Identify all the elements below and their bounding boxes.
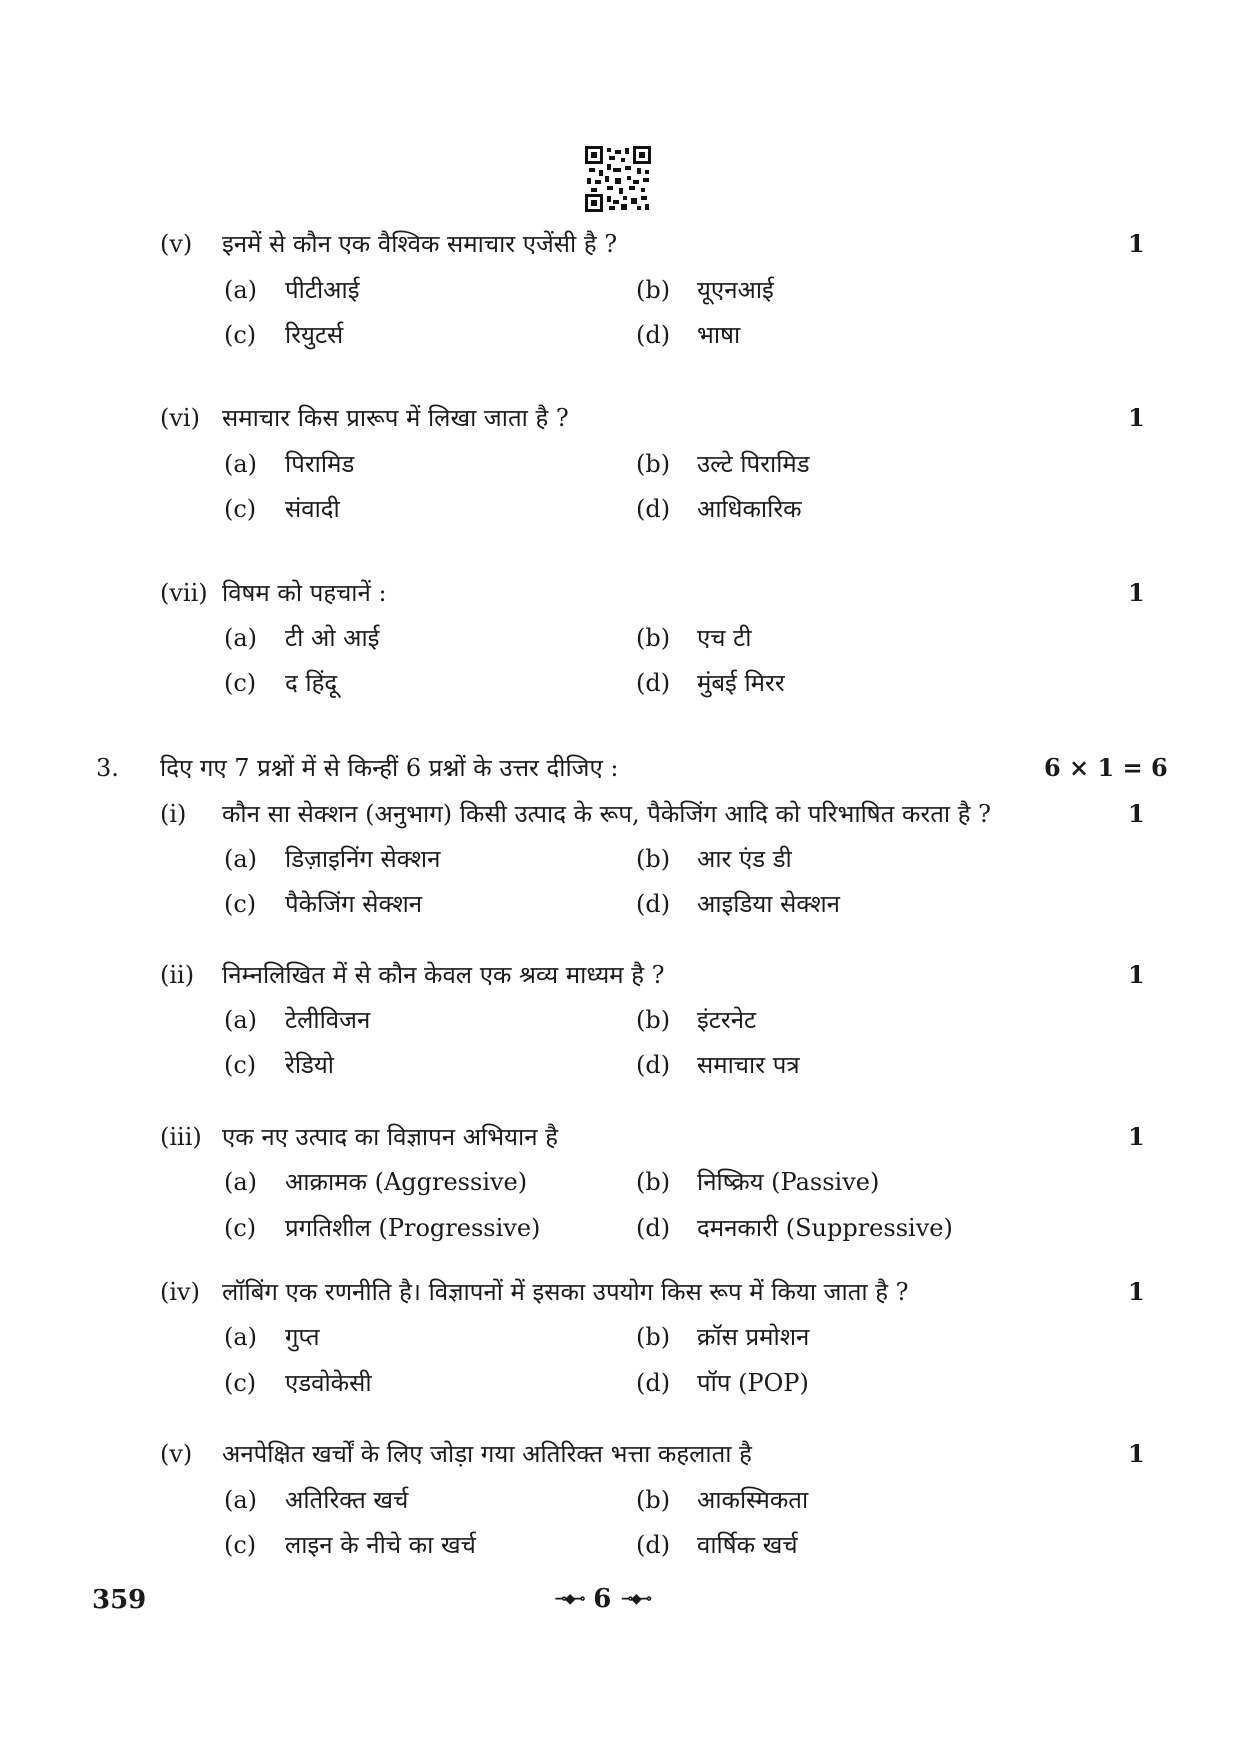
- question-number: (vi): [160, 404, 200, 432]
- page-number-footer: [555, 1584, 650, 1614]
- option-label: (a): [224, 1486, 258, 1514]
- question-marks: 1: [1128, 1277, 1145, 1306]
- option-label: (b): [636, 1006, 671, 1034]
- option-label: (a): [224, 1006, 258, 1034]
- option-text: संवादी: [285, 495, 340, 523]
- section-number: 3.: [96, 754, 119, 782]
- option-label: (a): [224, 1168, 258, 1196]
- option-text: मुंबई मिरर: [697, 669, 785, 697]
- question-text: निम्नलिखित में से कौन केवल एक श्रव्य माध्यम है ?: [222, 961, 665, 989]
- question-text: एक नए उत्पाद का विज्ञापन अभियान है: [222, 1123, 558, 1151]
- option-text: रियुटर्स: [285, 321, 344, 349]
- option-text: दमनकारी (Suppressive): [697, 1214, 953, 1242]
- option-text: अतिरिक्त खर्च: [285, 1486, 409, 1514]
- question-text: इनमें से कौन एक वैश्विक समाचार एजेंसी है ?: [222, 230, 618, 258]
- option-label: (c): [224, 1369, 257, 1397]
- option-text: टी ओ आई: [285, 624, 380, 652]
- option-label: (b): [636, 624, 671, 652]
- option-text: उल्टे पिरामिड: [697, 450, 810, 478]
- question-marks: 1: [1128, 578, 1145, 607]
- question-text: अनपेक्षित खर्चों के लिए जोड़ा गया अतिरिक्त भत्ता कहलाता है: [222, 1440, 752, 1468]
- option-text: प्रगतिशील (Progressive): [285, 1214, 541, 1242]
- option-text: वार्षिक खर्च: [697, 1531, 798, 1559]
- option-label: (d): [636, 1369, 671, 1397]
- option-text: निष्क्रिय (Passive): [697, 1168, 880, 1196]
- option-label: (c): [224, 1214, 257, 1242]
- option-text: द हिंदू: [285, 669, 338, 697]
- paper-code: 359: [92, 1585, 147, 1615]
- option-text: क्रॉस प्रमोशन: [697, 1323, 810, 1351]
- option-label: (c): [224, 669, 257, 697]
- option-text: इंटरनेट: [697, 1006, 757, 1034]
- option-label: (c): [224, 1051, 257, 1079]
- question-text: समाचार किस प्रारूप में लिखा जाता है ?: [222, 404, 569, 432]
- option-text: एडवोकेसी: [285, 1369, 372, 1397]
- question-text: कौन सा सेक्शन (अनुभाग) किसी उत्पाद के रूप, पैकेजिंग आदि को परिभाषित करता है ?: [222, 800, 991, 828]
- question-marks: 1: [1128, 799, 1145, 828]
- option-label: (a): [224, 276, 258, 304]
- option-label: (c): [224, 1531, 257, 1559]
- question-number: (v): [160, 230, 193, 258]
- question-number: (ii): [160, 961, 195, 989]
- option-label: (b): [636, 845, 671, 873]
- option-text: भाषा: [697, 321, 741, 349]
- option-label: (b): [636, 276, 671, 304]
- ornament-right-icon: ⊸◆⊸: [621, 1591, 650, 1607]
- question-number: (iii): [160, 1123, 202, 1151]
- option-label: (c): [224, 321, 257, 349]
- option-text: आइडिया सेक्शन: [697, 890, 840, 918]
- option-text: पिरामिड: [285, 450, 355, 478]
- option-label: (d): [636, 890, 671, 918]
- option-text: एच टी: [697, 624, 752, 652]
- option-text: पॉप (POP): [697, 1369, 809, 1397]
- question-marks: 1: [1128, 1122, 1145, 1151]
- question-marks: 1: [1128, 960, 1145, 989]
- question-marks: 1: [1128, 229, 1145, 258]
- option-label: (d): [636, 669, 671, 697]
- section-instruction: दिए गए 7 प्रश्नों में से किन्हीं 6 प्रश्नों के उत्तर दीजिए :: [160, 754, 619, 782]
- question-number: (i): [160, 800, 187, 828]
- option-label: (b): [636, 450, 671, 478]
- option-label: (d): [636, 321, 671, 349]
- question-number: (iv): [160, 1278, 200, 1306]
- option-text: समाचार पत्र: [697, 1051, 800, 1079]
- question-text: विषम को पहचानें :: [222, 579, 387, 607]
- option-label: (d): [636, 1531, 671, 1559]
- option-text: आर एंड डी: [697, 845, 792, 873]
- option-label: (b): [636, 1323, 671, 1351]
- option-text: लाइन के नीचे का खर्च: [285, 1531, 476, 1559]
- option-text: टेलीविजन: [285, 1006, 371, 1034]
- option-label: (b): [636, 1168, 671, 1196]
- option-label: (a): [224, 624, 258, 652]
- ornament-left-icon: ⊸◆⊸: [555, 1591, 584, 1607]
- option-text: पैकेजिंग सेक्शन: [285, 890, 423, 918]
- question-marks: 1: [1128, 1439, 1145, 1468]
- option-label: (a): [224, 845, 258, 873]
- option-label: (b): [636, 1486, 671, 1514]
- option-text: रेडियो: [285, 1051, 335, 1079]
- question-text: लॉबिंग एक रणनीति है। विज्ञापनों में इसका उपयोग किस रूप में किया जाता है ?: [222, 1278, 909, 1306]
- question-marks: 1: [1128, 403, 1145, 432]
- question-number: (v): [160, 1440, 193, 1468]
- option-text: डिज़ाइनिंग सेक्शन: [285, 845, 441, 873]
- option-text: गुप्त: [285, 1323, 320, 1351]
- option-label: (a): [224, 450, 258, 478]
- option-text: पीटीआई: [285, 276, 360, 304]
- option-text: आकस्मिकता: [697, 1486, 809, 1514]
- qr-code: [585, 146, 651, 212]
- option-label: (c): [224, 495, 257, 523]
- option-label: (a): [224, 1323, 258, 1351]
- question-number: (vii): [160, 579, 208, 607]
- option-label: (d): [636, 1214, 671, 1242]
- option-text: यूएनआई: [697, 276, 774, 304]
- option-label: (c): [224, 890, 257, 918]
- page-number: 6: [593, 1584, 612, 1614]
- option-label: (d): [636, 1051, 671, 1079]
- option-text: आधिकारिक: [697, 495, 802, 523]
- section-marks: 6 × 1 = 6: [1044, 753, 1168, 782]
- option-text: आक्रामक (Aggressive): [285, 1168, 528, 1196]
- option-label: (d): [636, 495, 671, 523]
